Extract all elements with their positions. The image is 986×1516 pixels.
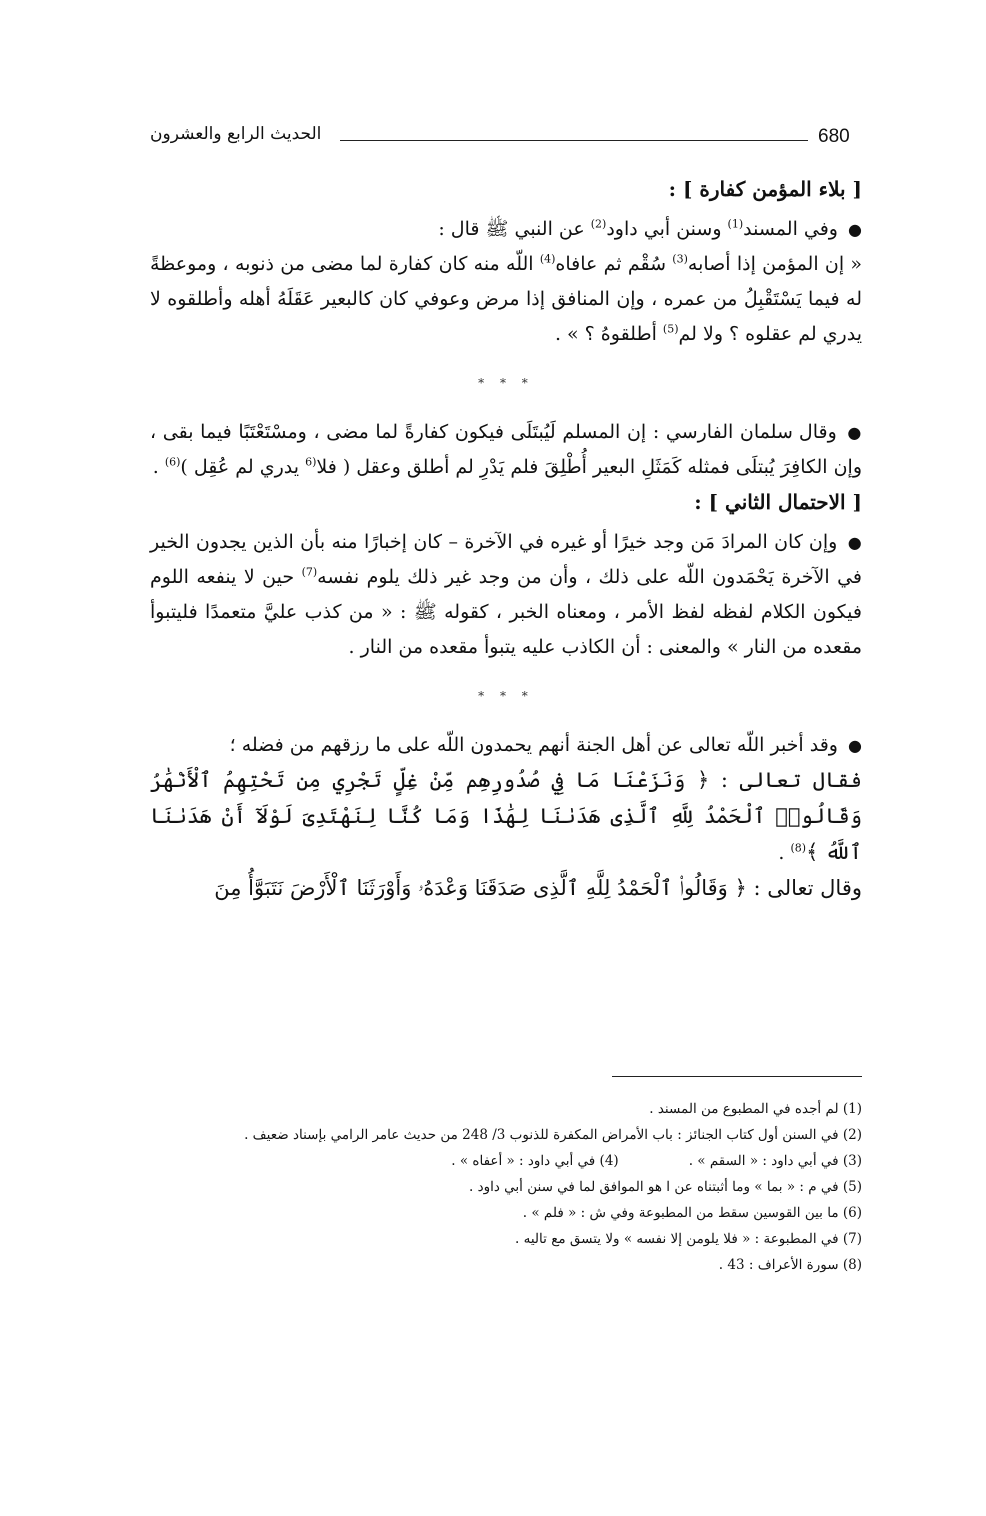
paragraph-1 xyxy=(150,212,862,247)
footnote-1: (1) لم أجده في المطبوع من المسند . xyxy=(649,1101,862,1117)
bullet-icon: ● xyxy=(848,736,862,755)
footnotes xyxy=(150,1096,862,1278)
text-run: يدري لم عُقِل ) xyxy=(180,456,306,478)
text-run: « إن المؤمن إذا أصابه xyxy=(687,253,863,275)
footnote-rule xyxy=(612,1076,862,1077)
footnote-ref[interactable]: (4) xyxy=(539,252,556,266)
footnote-6: (6) ما بين القوسين سقط من المطبوعة وفي ش : « فلم » . xyxy=(522,1205,862,1221)
footnote-2: (2) في السنن أول كتاب الجنائز : باب الأمراض المكفرة للذنوب 3/ 248 من حديث عامر الرامي بإسناد ضعيف . xyxy=(244,1127,862,1143)
footnote-5: (5) في م : « بما » وما أثبتناه عن ا هو الموافق لما في سنن أبي داود . xyxy=(469,1179,862,1195)
bullet-icon: ● xyxy=(847,423,862,442)
text-run: حين لا ينفعه اللوم فيكون الكلام لفظه لفظ الأمر ، ومعناه الخبر ، كقوله ﷺ : « من كذب عليَّ متعمدًا فليتبوأ مقعده من النار » والمعنى : أن الكاذب عليه يتبوأ مقعده من النار . xyxy=(150,566,862,658)
page-number: 680 xyxy=(818,126,850,147)
header-rule xyxy=(340,140,808,141)
text-run: اللّه منه كان كفارة لما مضى من ذنوبه ، وموعظةً له فيما يَسْتَقْبِلُ من عمره ، وإن المنافق إذا مرض وعوفي كان كالبعير عَقَلَهُ أهله وأطلقوه لا يدري لم عقلوه ؟ ولا لم xyxy=(150,253,862,345)
quran-text: فقال تعالى : ﴿ وَنَزَعْنَا مَا فِي صُدُورِهِم مِّنْ غِلٍّ تَجْرِي مِن تَحْتِهِمُ ٱلْأَنْهَٰرُ وَقَالُوا۟ ٱلْحَمْدُ لِلَّهِ ٱلَّذِى هَدَىٰنَا لِهَٰذَا وَمَا كُنَّا لِنَهْتَدِىَ لَوْلَآ أَنْ هَدَىٰنَا ٱللَّهُ ﴾ xyxy=(150,768,862,864)
section-separator: * * * xyxy=(478,376,534,390)
quran-verse-2 xyxy=(150,871,862,907)
text-run: . xyxy=(152,456,165,478)
footnote-3: (3) في أبي داود : « السقم » . xyxy=(688,1153,862,1169)
text-run: . xyxy=(778,842,791,864)
bullet-icon: ● xyxy=(847,533,863,552)
section-heading-2: [ الاحتمال الثاني ] : xyxy=(694,490,862,514)
footnote-ref[interactable]: (6 xyxy=(305,455,317,469)
text-run: وإن كان المرادَ مَن وجد خيرًا أو غيره في الآخرة – كان إخبارًا منه بأن الذين يجدون الخير في الآخرة يَحْمَدون اللّه على ذلك ، وأن من وجد غير ذلك يلوم نفسه xyxy=(150,531,862,588)
footnote-7: (7) في المطبوعة : « فلا يلومن إلا نفسه » ولا يتسق مع تاليه . xyxy=(515,1231,862,1247)
footnote-ref[interactable]: (5) xyxy=(662,322,679,336)
hadith-quote xyxy=(150,247,862,352)
main-text xyxy=(150,172,862,907)
section-separator: * * * xyxy=(478,689,534,703)
bullet-icon: ● xyxy=(848,220,862,239)
paragraph-second-possibility xyxy=(150,525,862,665)
quran-text: وقال تعالى : ﴿ وَقَالُوا۟ ٱلْحَمْدُ لِلَّهِ ٱلَّذِى صَدَقَنَا وَعْدَهُۥ وَأَوْرَثَنَا ٱلْأَرْضَ نَتَبَوَّأُ مِنَ xyxy=(214,876,862,900)
paragraph-salman xyxy=(150,415,862,485)
quran-verse-1 xyxy=(150,763,862,871)
footnote-row xyxy=(150,1148,862,1174)
text-run: وفي المسند xyxy=(743,218,838,240)
text-run: سُقْم ثم عافاه xyxy=(555,253,673,275)
chapter-title: الحديث الرابع والعشرون xyxy=(150,124,322,144)
footnote-ref[interactable]: (1) xyxy=(727,217,744,231)
text-run: وقال سلمان الفارسي : إن المسلم لَيُبتَلَى فيكون كفارةً لما مضى ، ومسْتَعْتَبًا فيما بقى ، وإن الكافِرَ يُبتلَى فمثله كَمَثَلِ البعير أُطْلِقَ فلم يَدْرِ لم أطلق وعقل ( فلا xyxy=(150,421,862,478)
footnote-ref[interactable]: (2) xyxy=(590,217,607,231)
running-header xyxy=(150,122,862,152)
footnote-ref[interactable]: (8) xyxy=(790,841,807,855)
text-run: أطلقوهُ ؟ » . xyxy=(554,323,663,345)
footnote-8: (8) سورة الأعراف : 43 . xyxy=(718,1257,862,1273)
text-run: وقد أخبر اللّه تعالى عن أهل الجنة أنهم يحمدون اللّه على ما رزقهم من فضله ؛ xyxy=(229,734,838,756)
footnote-ref[interactable]: (7) xyxy=(301,565,318,579)
section-heading-1: [ بلاء المؤمن كفارة ] : xyxy=(668,177,862,201)
footnote-ref[interactable]: (6) xyxy=(164,455,181,469)
paragraph-paradise xyxy=(150,728,862,763)
footnote-4: (4) في أبي داود : « أعفاه » . xyxy=(451,1153,619,1169)
text-run: وسنن أبي داود xyxy=(606,218,728,240)
footnote-ref[interactable]: (3) xyxy=(672,252,688,266)
text-run: عن النبي ﷺ قال : xyxy=(438,218,591,240)
book-page xyxy=(150,0,862,1516)
